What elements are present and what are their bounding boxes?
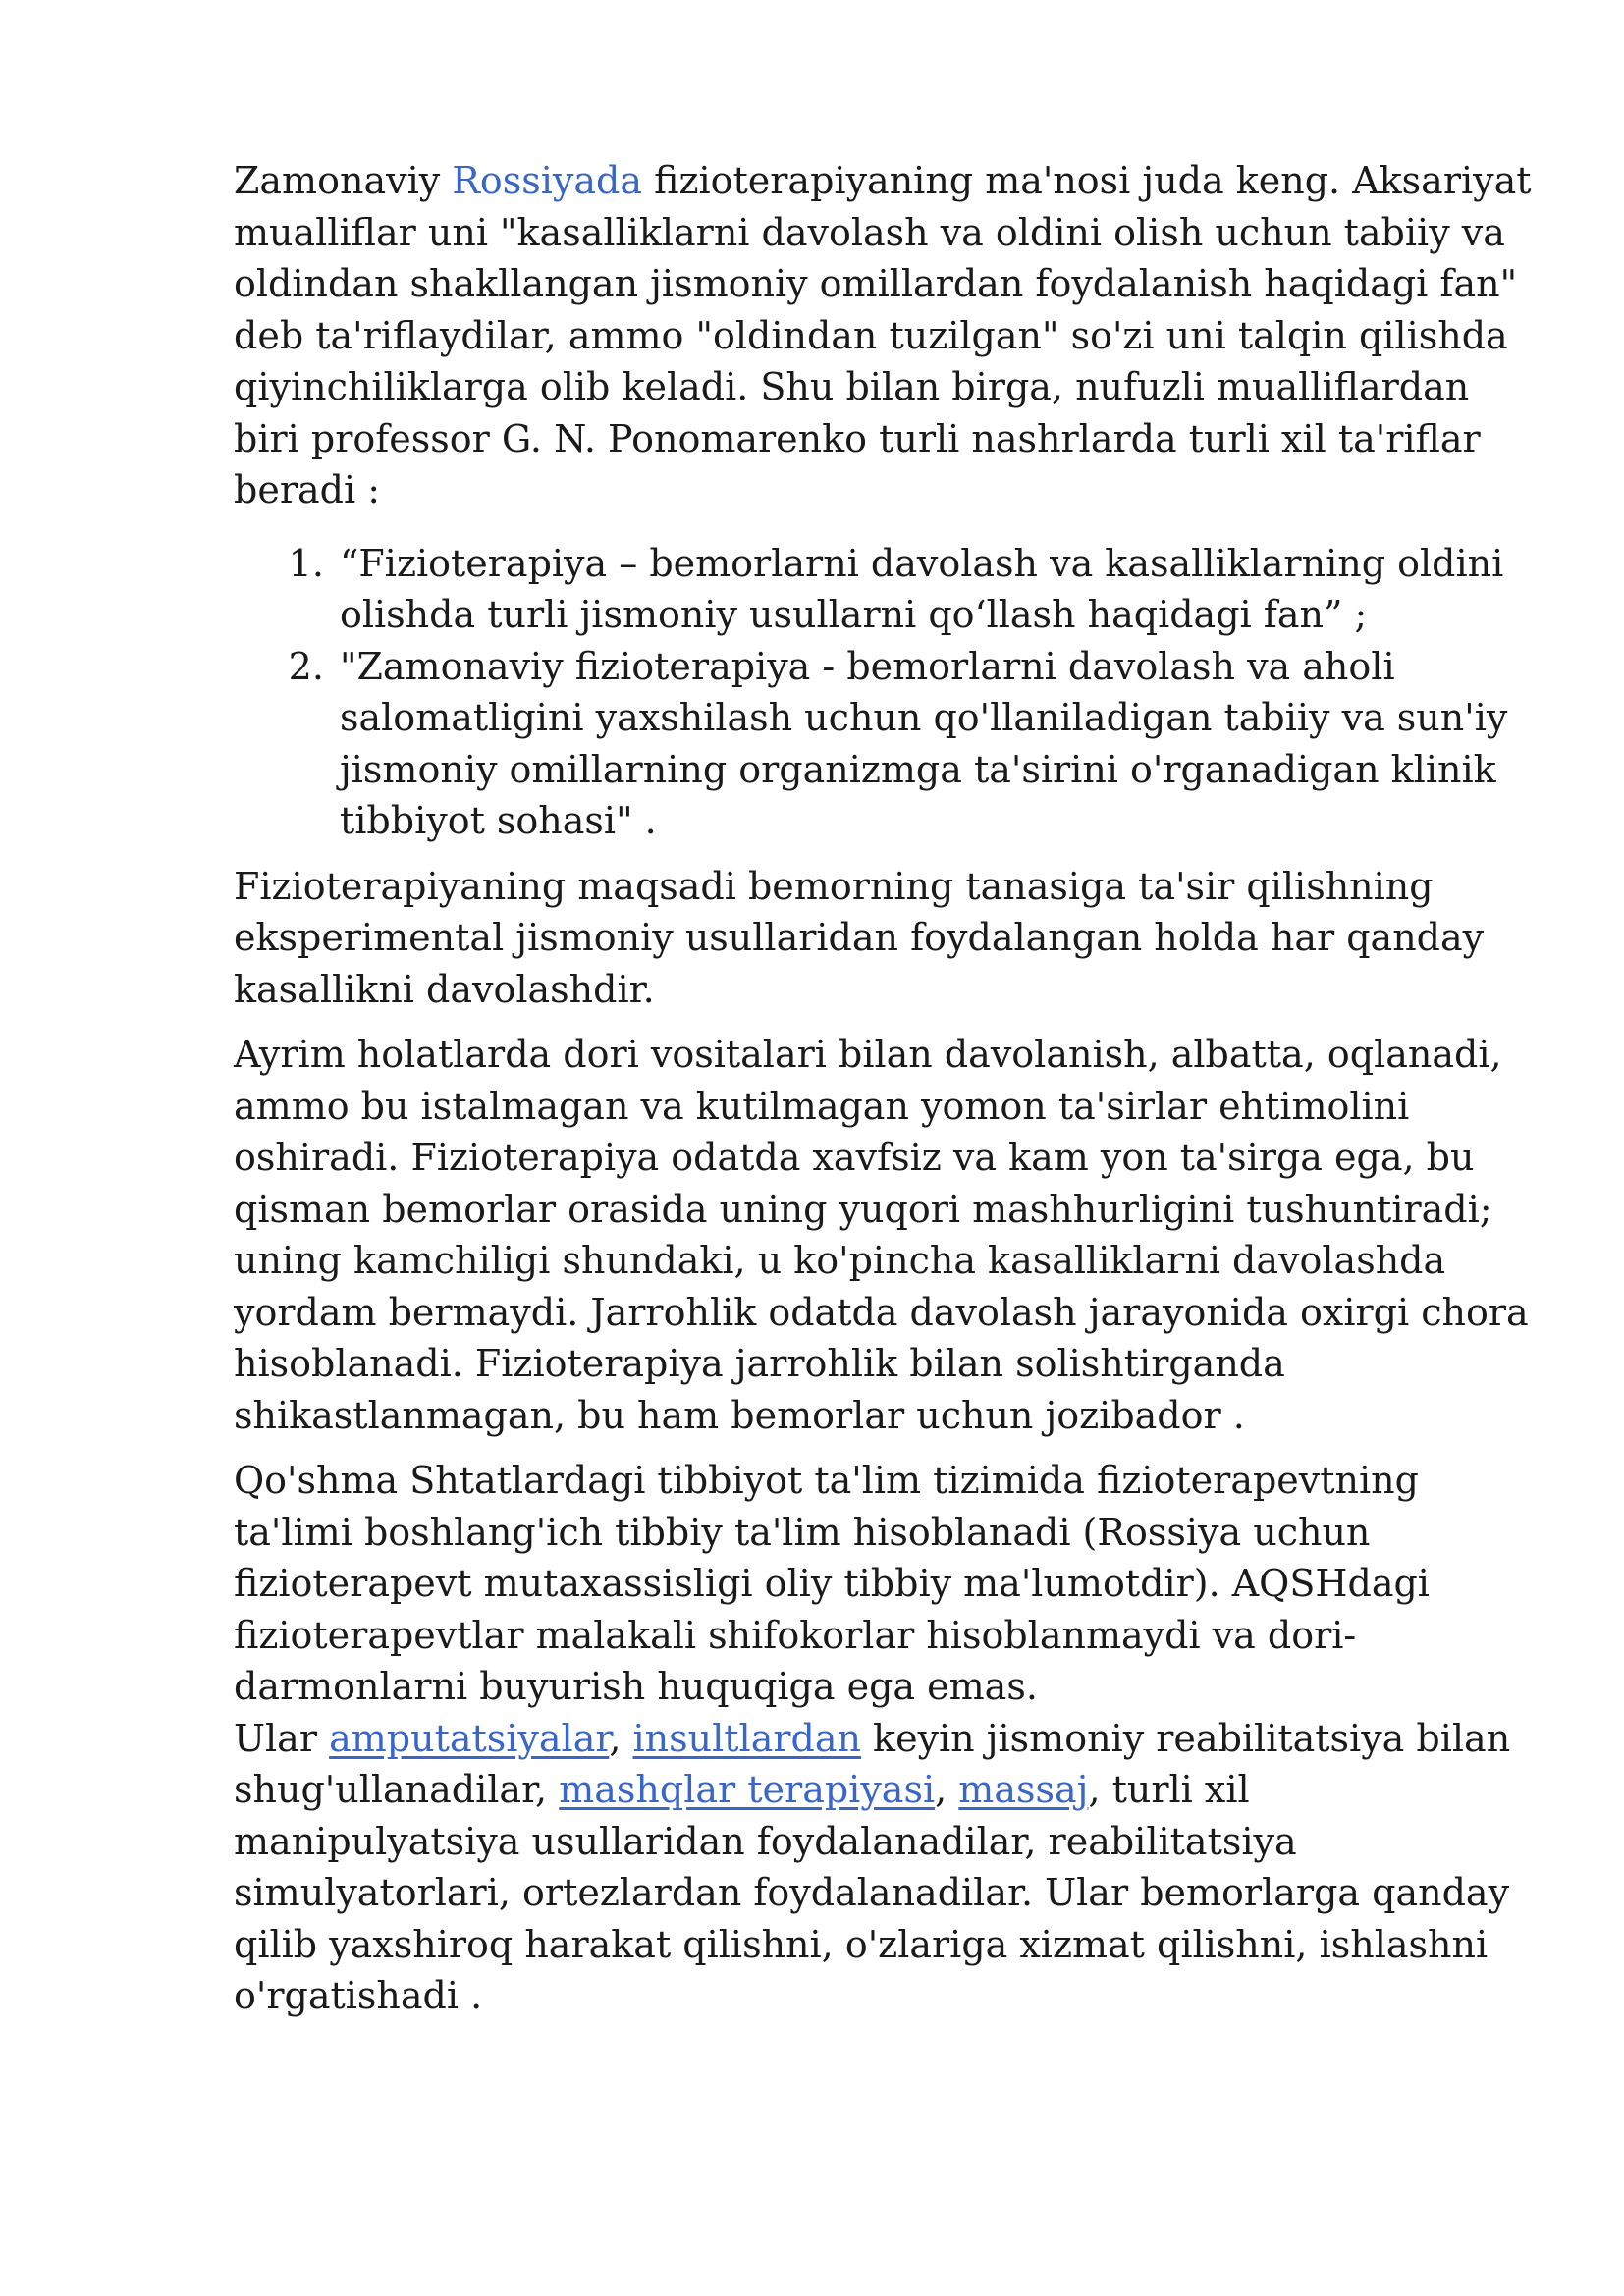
rossiyada-link[interactable]: Rossiyada: [452, 159, 643, 202]
massaj-link[interactable]: massaj: [958, 1768, 1089, 1811]
intro-text-rest: fizioterapiyaning ma'nosi juda keng. Aksariyat mualliflar uni "kasalliklarni davolash va oldini olish uchun tabiiy va oldindan shakllangan jismoniy omillardan foydalanish haqidagi fan" deb ta'riflaydilar, ammo "oldindan tuzilgan" so'zi uni talqin qilishda qiyinchiliklarga olib keladi. Shu bilan birga, nufuzli mualliflardan biri professor G. N. Ponomarenko turli nashrlarda turli xil ta'riflar beradi :: [234, 159, 1532, 511]
rehab-text-2: ,: [609, 1716, 633, 1760]
rehab-text-3: keyin jismoniy reabilitatsiya bilan shug'ullanadilar,: [234, 1716, 1511, 1811]
definitions-list: [234, 538, 1540, 847]
definition-item-1: 1. “Fizioterapiya – bemorlarni davolash va kasalliklarning oldini olishda turli jismoniy usullarni qo‘llash haqidagi fan” ;: [336, 538, 1540, 641]
goal-paragraph: Fizioterapiyaning maqsadi bemorning tanasiga ta'sir qilishning eksperimental jismoniy usullaridan foydalangan holda har qanday kasallikni davolashdir.: [234, 864, 1485, 1011]
insultlardan-link[interactable]: insultlardan: [632, 1716, 861, 1760]
amputatsiyalar-link[interactable]: amputatsiyalar: [329, 1716, 610, 1760]
rehab-text-5: , turli xil manipulyatsiya usullaridan foydalanadilar, reabilitatsiya simulyatorlari, ortezlardan foydalanadilar. Ular bemorlarga qanday qilib yaxshiroq harakat qilishni, o'zlariga xizmat qilishni, ishlashni o'rgatishadi .: [234, 1768, 1510, 2017]
rehabilitation-paragraph: [234, 1713, 1540, 2022]
rehab-text-4: ,: [935, 1768, 959, 1811]
rehab-text-1: Ular: [234, 1716, 330, 1760]
mashqlar-terapiyasi-link[interactable]: mashqlar terapiyasi: [559, 1768, 936, 1811]
document-page: [234, 155, 1540, 2022]
intro-text-start: Zamonaviy: [234, 159, 453, 202]
drug-comparison-paragraph: Ayrim holatlarda dori vositalari bilan davolanish, albatta, oqlanadi, ammo bu istalmagan va kutilmagan yomon ta'sirlar ehtimolini oshiradi. Fizioterapiya odatda xavfsiz va kam yon ta'sirga ega, bu qisman bemorlar orasida uning yuqori mashhurligini tushuntiradi; uning kamchiligi shundaki, u ko'pincha kasalliklarni davolashda yordam bermaydi. Jarrohlik odatda davolash jarayonida oxirgi chora hisoblanadi. Fizioterapiya jarrohlik bilan solishtirganda shikastlanmagan, bu ham bemorlar uchun jozibador .: [234, 1033, 1529, 1437]
intro-paragraph: [234, 155, 1540, 516]
definition-item-2: 2. "Zamonaviy fizioterapiya - bemorlarni davolash va aholi salomatligini yaxshilash uchun qo'llaniladigan tabiiy va sun'iy jismoniy omillarning organizmga ta'sirini o'rganadigan klinik tibbiyot sohasi" .: [336, 641, 1540, 847]
usa-education-paragraph: Qo'shma Shtatlardagi tibbiyot ta'lim tizimida fizioterapevtning ta'limi boshlang'ich tibbiy ta'lim hisoblanadi (Rossiya uchun fizioterapevt mutaxassisligi oliy tibbiy ma'lumotdir). AQSHdagi fizioterapevtlar malakali shifokorlar hisoblanmaydi va dori-darmonlarni buyurish huquqiga ega emas.: [234, 1459, 1430, 1708]
